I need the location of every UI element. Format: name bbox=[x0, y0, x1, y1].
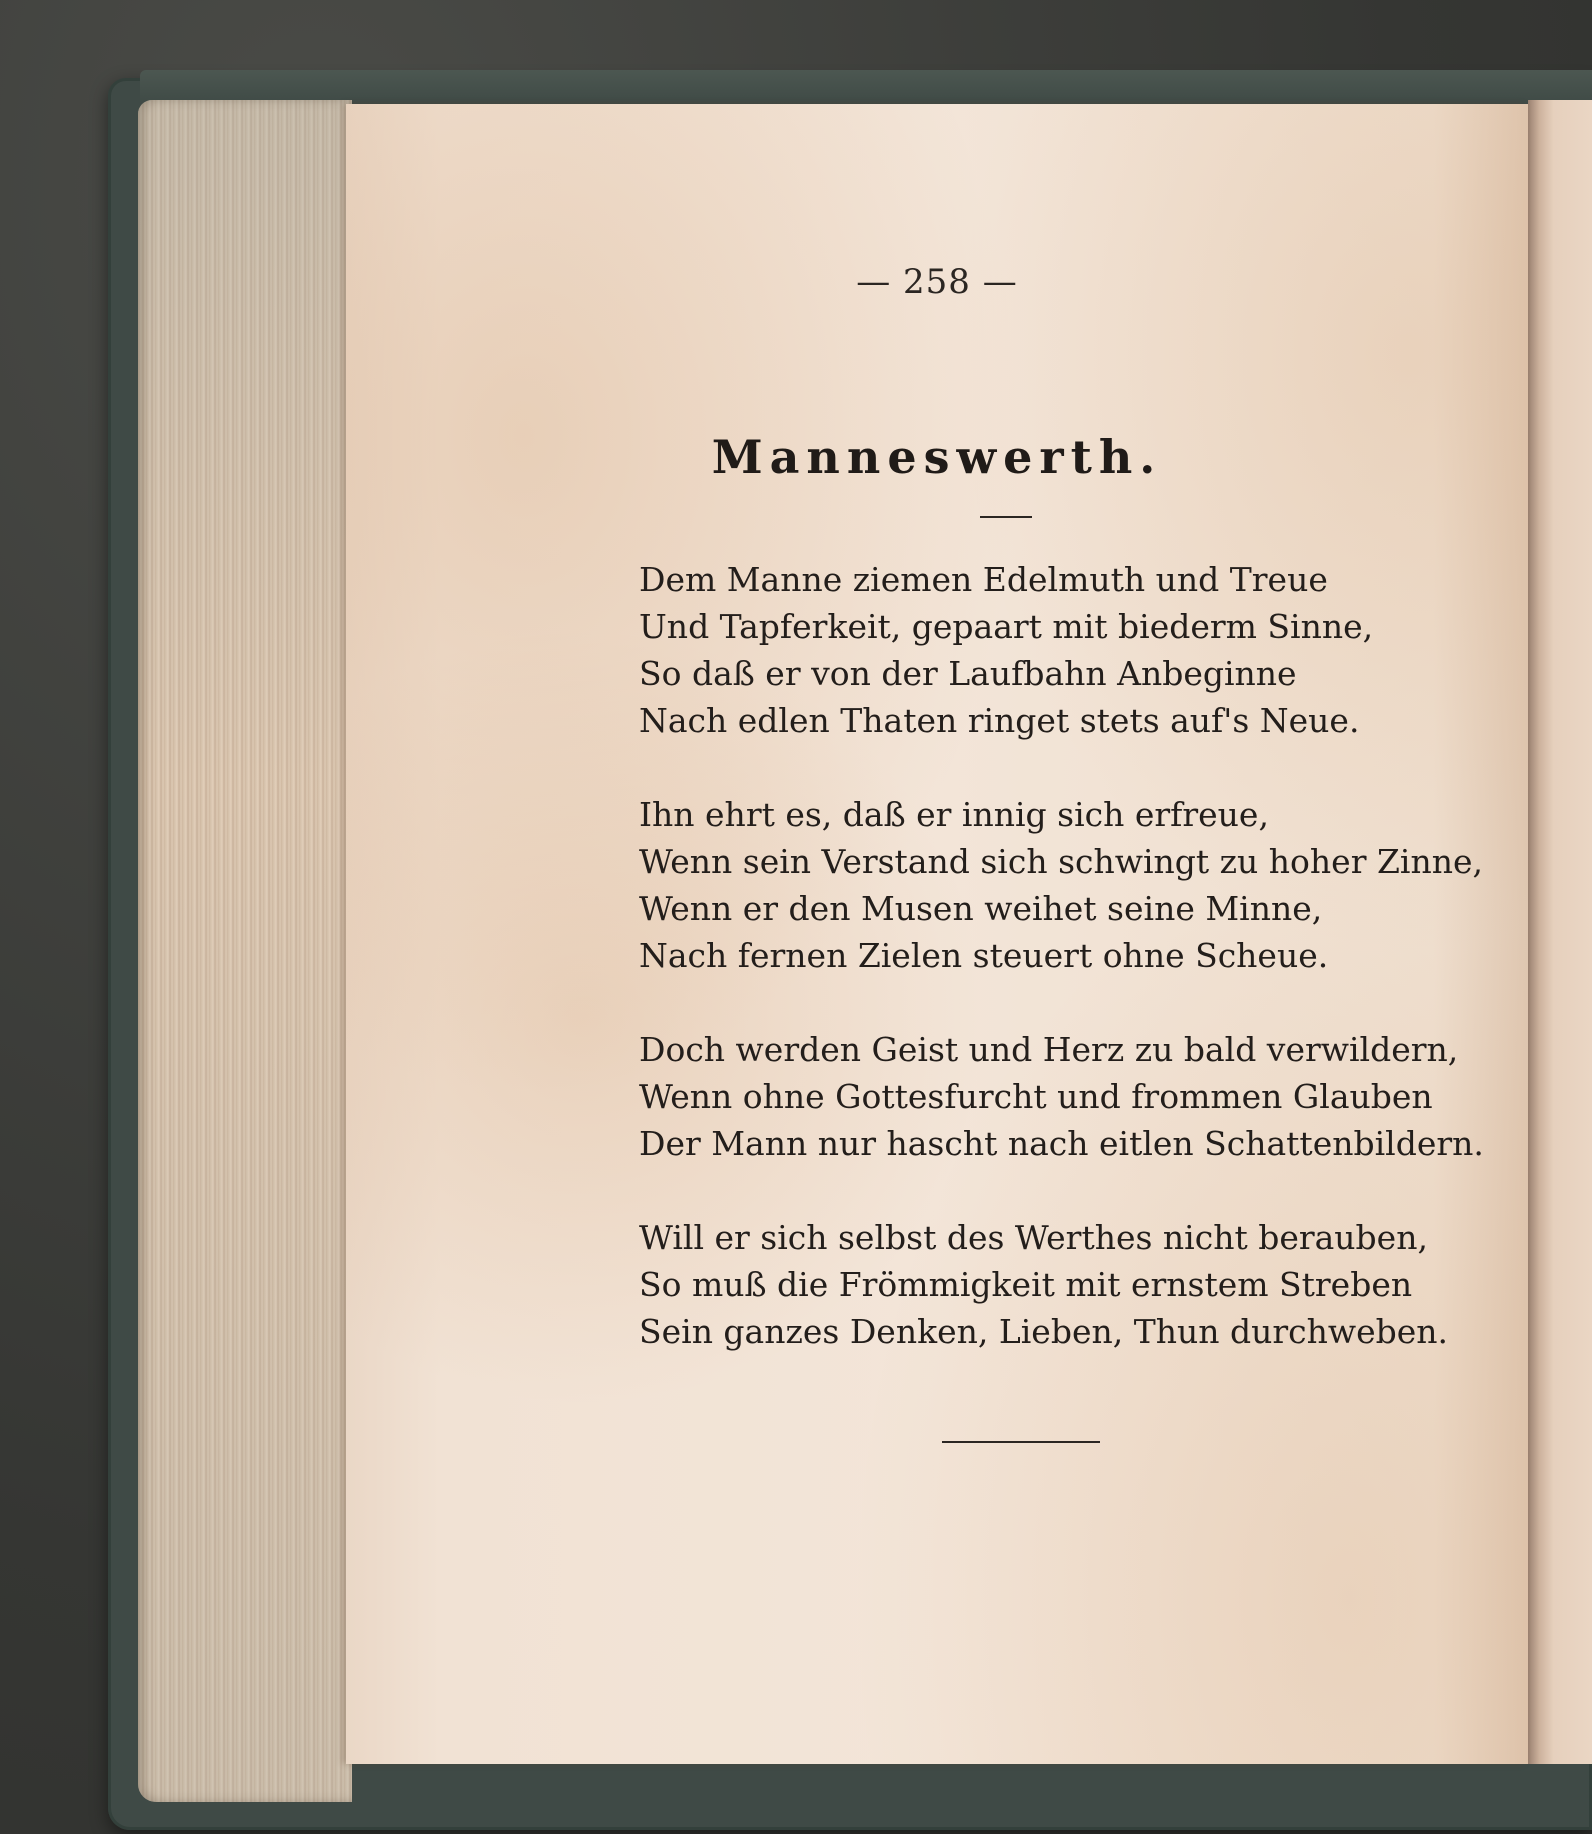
poem-line: Ihn ehrt es, daß er innig sich erfreue, bbox=[639, 795, 1269, 834]
poem-title: Manneswerth. bbox=[711, 430, 1163, 484]
page-number: — 258 — bbox=[856, 262, 1018, 302]
poem-line: Der Mann nur hascht nach eitlen Schattenbildern. bbox=[639, 1124, 1484, 1163]
poem-line: Will er sich selbst des Werthes nicht berauben, bbox=[639, 1218, 1428, 1257]
poem-line: Wenn sein Verstand sich schwingt zu hoher Zinne, bbox=[639, 842, 1483, 881]
poem-line: Dem Manne ziemen Edelmuth und Treue bbox=[639, 560, 1328, 599]
poem-body bbox=[639, 556, 1484, 1402]
poem-line: Und Tapferkeit, gepaart mit biederm Sinne, bbox=[639, 607, 1374, 646]
stanza-4 bbox=[639, 1214, 1449, 1355]
poem-line: Wenn er den Musen weihet seine Minne, bbox=[639, 889, 1323, 928]
poem-line: Wenn ohne Gottesfurcht und frommen Glauben bbox=[639, 1077, 1433, 1116]
poem-line: So daß er von der Laufbahn Anbeginne bbox=[639, 654, 1297, 693]
poem-line: Doch werden Geist und Herz zu bald verwildern, bbox=[639, 1030, 1459, 1069]
stanza-2 bbox=[639, 791, 1483, 979]
facing-page-edge bbox=[1528, 100, 1592, 1764]
title-divider bbox=[980, 516, 1032, 518]
end-divider bbox=[942, 1441, 1100, 1443]
page-edges bbox=[138, 100, 352, 1802]
book-page bbox=[346, 104, 1528, 1764]
poem-line: So muß die Frömmigkeit mit ernstem Streben bbox=[639, 1265, 1413, 1304]
poem-line: Nach fernen Zielen steuert ohne Scheue. bbox=[639, 936, 1329, 975]
stanza-3 bbox=[639, 1026, 1484, 1167]
poem-line: Nach edlen Thaten ringet stets auf's Neue. bbox=[639, 701, 1360, 740]
stanza-1 bbox=[639, 556, 1439, 744]
poem-line: Sein ganzes Denken, Lieben, Thun durchweben. bbox=[639, 1312, 1449, 1351]
